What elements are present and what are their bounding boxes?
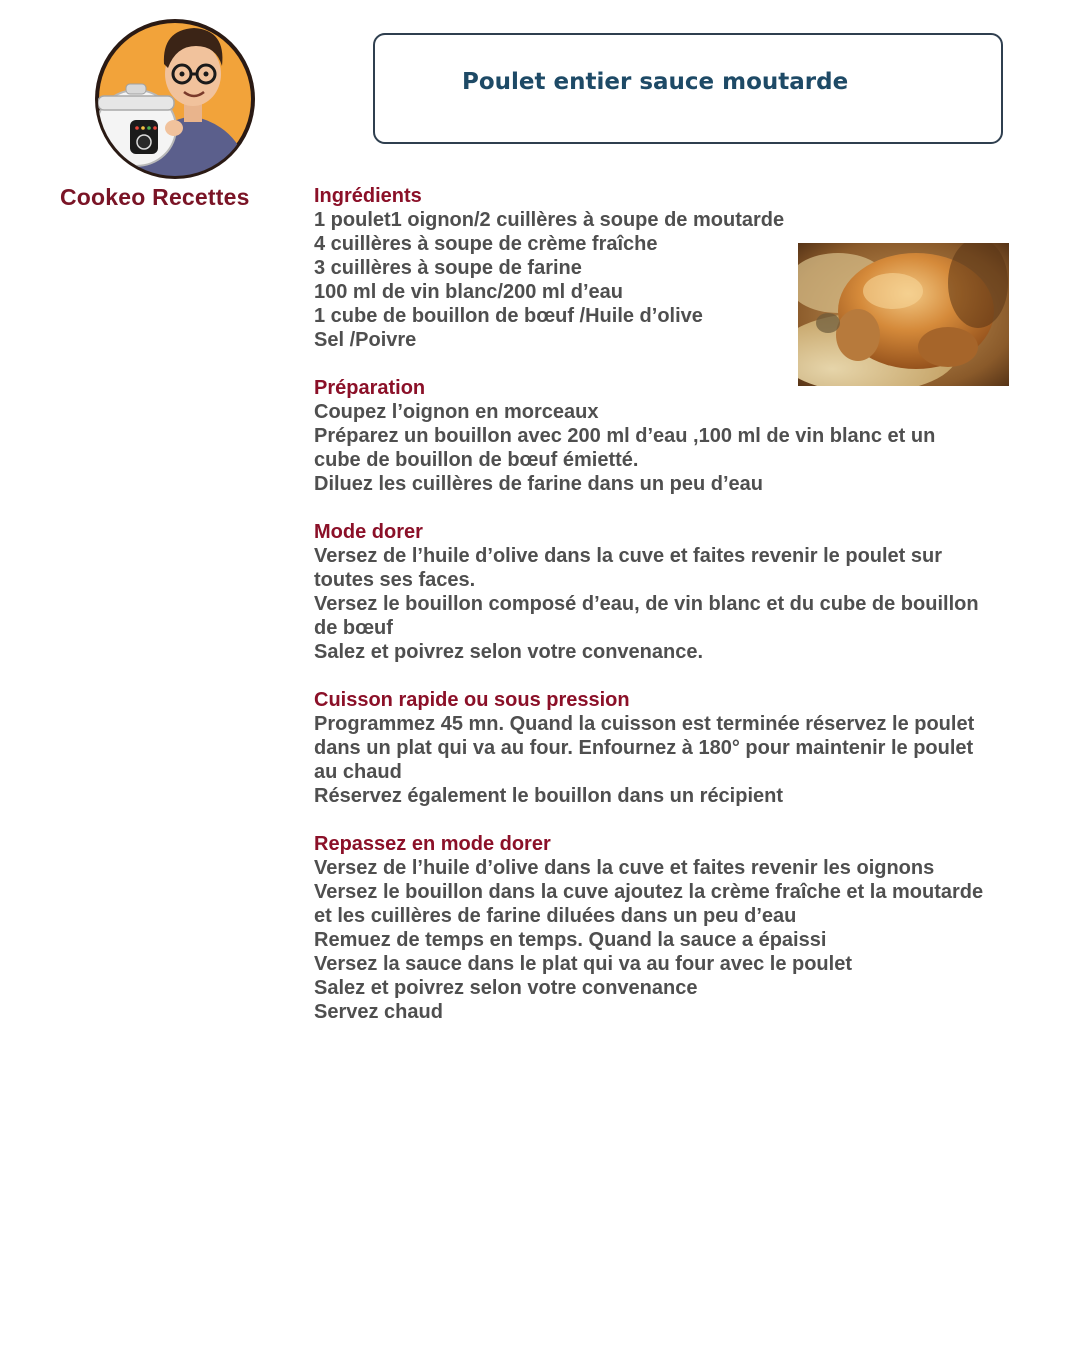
chef-with-cookeo-icon bbox=[92, 16, 258, 182]
section-line: Servez chaud bbox=[314, 1001, 443, 1023]
section-line: Versez le bouillon composé d’eau, de vin blanc et du cube de bouillon bbox=[314, 593, 979, 615]
section-heading: Préparation bbox=[314, 377, 426, 399]
section-line: Remuez de temps en temps. Quand la sauce a épaissi bbox=[314, 929, 827, 951]
section-line: 1 poulet1 oignon/2 cuillères à soupe de moutarde bbox=[314, 209, 785, 231]
section-line: Salez et poivrez selon votre convenance. bbox=[314, 641, 704, 663]
section-line: dans un plat qui va au four. Enfournez à 180° pour maintenir le poulet bbox=[314, 737, 974, 759]
recipe-content bbox=[314, 184, 1044, 1048]
section-line: Coupez l’oignon en morceaux bbox=[314, 401, 599, 423]
section-line: Salez et poivrez selon votre convenance bbox=[314, 977, 698, 999]
section-line: Versez la sauce dans le plat qui va au four avec le poulet bbox=[314, 953, 852, 975]
brand-logo bbox=[92, 16, 258, 182]
section-preparation bbox=[314, 376, 1044, 496]
section-line: Versez de l’huile d’olive dans la cuve et faites revenir le poulet sur bbox=[314, 545, 943, 567]
section-line: de bœuf bbox=[314, 617, 393, 639]
section-cuisson-rapide bbox=[314, 688, 1044, 808]
section-ingredients bbox=[314, 184, 1044, 352]
section-line: Préparez un bouillon avec 200 ml d’eau ,100 ml de vin blanc et un bbox=[314, 425, 936, 447]
section-line: 100 ml de vin blanc/200 ml d’eau bbox=[314, 281, 624, 303]
section-line: Versez de l’huile d’olive dans la cuve et faites revenir les oignons bbox=[314, 857, 935, 879]
section-heading: Cuisson rapide ou sous pression bbox=[314, 689, 630, 711]
section-mode-dorer bbox=[314, 520, 1044, 664]
section-line: Diluez les cuillères de farine dans un peu d’eau bbox=[314, 473, 764, 495]
section-line: Sel /Poivre bbox=[314, 329, 417, 351]
section-line: Programmez 45 mn. Quand la cuisson est terminée réservez le poulet bbox=[314, 713, 975, 735]
section-line: 4 cuillères à soupe de crème fraîche bbox=[314, 233, 658, 255]
section-heading: Mode dorer bbox=[314, 521, 423, 543]
title-card bbox=[373, 33, 1003, 144]
section-heading: Repassez en mode dorer bbox=[314, 833, 551, 855]
recipe-title: Poulet entier sauce moutarde bbox=[462, 69, 849, 95]
section-line: Versez le bouillon dans la cuve ajoutez la crème fraîche et la moutarde bbox=[314, 881, 984, 903]
section-line: et les cuillères de farine diluées dans un peu d’eau bbox=[314, 905, 797, 927]
section-heading: Ingrédients bbox=[314, 185, 422, 207]
section-line: 3 cuillères à soupe de farine bbox=[314, 257, 582, 279]
section-line: au chaud bbox=[314, 761, 402, 783]
brand-name: Cookeo Recettes bbox=[60, 184, 250, 210]
section-line: toutes ses faces. bbox=[314, 569, 476, 591]
section-repassez-mode-dorer bbox=[314, 832, 1044, 1024]
section-line: cube de bouillon de bœuf émietté. bbox=[314, 449, 639, 471]
section-line: Réservez également le bouillon dans un récipient bbox=[314, 785, 784, 807]
section-line: 1 cube de bouillon de bœuf /Huile d’olive bbox=[314, 305, 703, 327]
